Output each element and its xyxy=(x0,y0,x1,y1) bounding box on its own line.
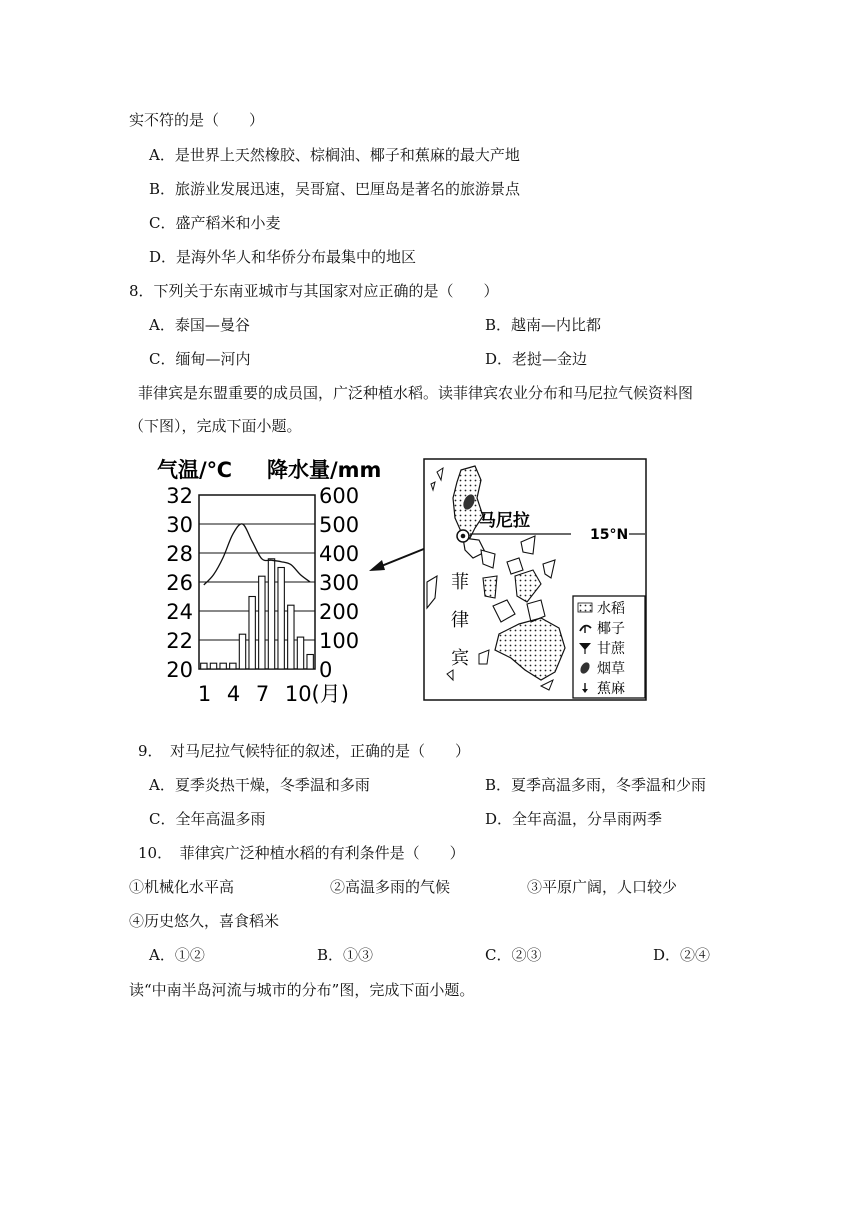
precipitation-bars xyxy=(201,559,314,669)
right-tick-label: 500 xyxy=(319,513,360,537)
legend-abaca: 蕉麻 xyxy=(597,681,625,697)
q7-stem-tail: 实不符的是（ ） xyxy=(129,111,265,129)
right-tick-label: 100 xyxy=(319,629,360,653)
q8-option-d: D．老挝—金边 xyxy=(485,350,588,368)
intro-line-2: （下图），完成下面小题。 xyxy=(129,417,302,435)
precip-bar-month-12 xyxy=(307,655,313,670)
left-tick-label: 28 xyxy=(166,542,193,566)
q11-intro: 读“中南半岛河流与城市的分布”图，完成下面小题。 xyxy=(129,981,475,999)
country-char-2: 律 xyxy=(451,610,469,631)
precip-bar-month-1 xyxy=(201,663,207,669)
q7-option-b: B．旅游业发展迅速，吴哥窟、巴厘岛是著名的旅游景点 xyxy=(149,180,521,198)
q8-stem: 8．下列关于东南亚城市与其国家对应正确的是（ ） xyxy=(129,282,499,300)
intro-line-1: 菲律宾是东盟重要的成员国，广泛种植水稻。读菲律宾农业分布和马尼拉气候资料图 xyxy=(138,384,694,402)
q10-option-d: D．②④ xyxy=(653,946,711,964)
left-tick-label: 20 xyxy=(166,658,193,682)
left-tick-label: 26 xyxy=(166,571,193,595)
precip-bar-month-3 xyxy=(220,663,226,669)
precip-bar-month-4 xyxy=(230,663,236,669)
precip-bar-month-8 xyxy=(268,559,274,669)
x-tick-labels xyxy=(198,682,349,706)
x-tick-label: 10(月) xyxy=(284,682,349,706)
philippines-agriculture-map xyxy=(423,458,647,701)
q9-stem: 9． 对马尼拉气候特征的叙述，正确的是（ ） xyxy=(138,742,471,760)
q10-option-b: B．①③ xyxy=(317,946,374,964)
left-axis-title: 气温/℃ xyxy=(157,458,233,482)
country-char-1: 菲 xyxy=(451,572,469,593)
legend-sugarcane: 甘蔗 xyxy=(597,641,625,657)
q9-option-b: B．夏季高温多雨，冬季温和少雨 xyxy=(485,776,707,794)
q9-option-a: A．夏季炎热干燥，冬季温和多雨 xyxy=(149,776,370,794)
q7-option-a: A．是世界上天然橡胶、棕榈油、椰子和蕉麻的最大产地 xyxy=(149,146,520,164)
left-tick-labels xyxy=(166,484,193,682)
country-char-3: 宾 xyxy=(451,648,469,669)
q8-option-a: A．泰国—曼谷 xyxy=(149,316,250,334)
legend-rice: 水稻 xyxy=(597,601,625,617)
right-tick-label: 300 xyxy=(319,571,360,595)
q10-statement-2: ②高温多雨的气候 xyxy=(330,878,451,896)
temperature-curve xyxy=(204,524,310,585)
right-axis-title: 降水量/mm xyxy=(267,458,382,482)
precip-bar-month-7 xyxy=(259,576,265,669)
q7-option-d: D．是海外华人和华侨分布最集中的地区 xyxy=(149,248,417,266)
q10-statement-3: ③平原广阔，人口较少 xyxy=(527,878,678,896)
manila-label: 马尼拉 xyxy=(479,511,530,531)
x-tick-label: 4 xyxy=(226,682,241,706)
legend-tobacco: 烟草 xyxy=(597,661,625,677)
legend-coconut: 椰子 xyxy=(597,621,625,637)
left-tick-label: 32 xyxy=(166,484,193,508)
q10-option-a: A．①② xyxy=(149,946,205,964)
x-tick-label: 7 xyxy=(255,682,270,706)
right-tick-label: 200 xyxy=(319,600,360,624)
q10-statement-1: ①机械化水平高 xyxy=(129,878,235,896)
right-tick-label: 400 xyxy=(319,542,360,566)
left-tick-label: 22 xyxy=(166,629,193,653)
q9-option-d: D．全年高温，分旱雨两季 xyxy=(485,810,663,828)
q10-option-c: C．②③ xyxy=(485,946,542,964)
precip-bar-month-2 xyxy=(210,663,216,669)
q10-stem: 10． 菲律宾广泛种植水稻的有利条件是（ ） xyxy=(138,844,465,862)
right-tick-labels xyxy=(319,484,359,682)
q8-option-c: C．缅甸—河内 xyxy=(149,350,251,368)
rice-legend-icon xyxy=(578,603,592,612)
right-tick-label: 600 xyxy=(319,484,360,508)
q10-statement-4: ④历史悠久，喜食稻米 xyxy=(129,912,280,930)
left-tick-label: 24 xyxy=(166,600,193,624)
left-tick-label: 30 xyxy=(166,513,193,537)
precip-bar-month-9 xyxy=(278,568,284,670)
precip-bar-month-6 xyxy=(249,597,255,670)
q9-option-c: C．全年高温多雨 xyxy=(149,810,266,828)
right-tick-label: 0 xyxy=(319,658,333,682)
manila-climate-chart xyxy=(155,452,390,708)
precip-bar-month-5 xyxy=(239,634,245,669)
x-tick-label: 1 xyxy=(197,682,212,706)
q7-option-c: C．盛产稻米和小麦 xyxy=(149,214,281,232)
map-legend xyxy=(573,596,645,698)
latitude-label: 15°N xyxy=(590,527,629,543)
precip-bar-month-11 xyxy=(297,637,303,669)
precip-bar-month-10 xyxy=(288,605,294,669)
q8-option-b: B．越南—内比都 xyxy=(485,316,602,334)
